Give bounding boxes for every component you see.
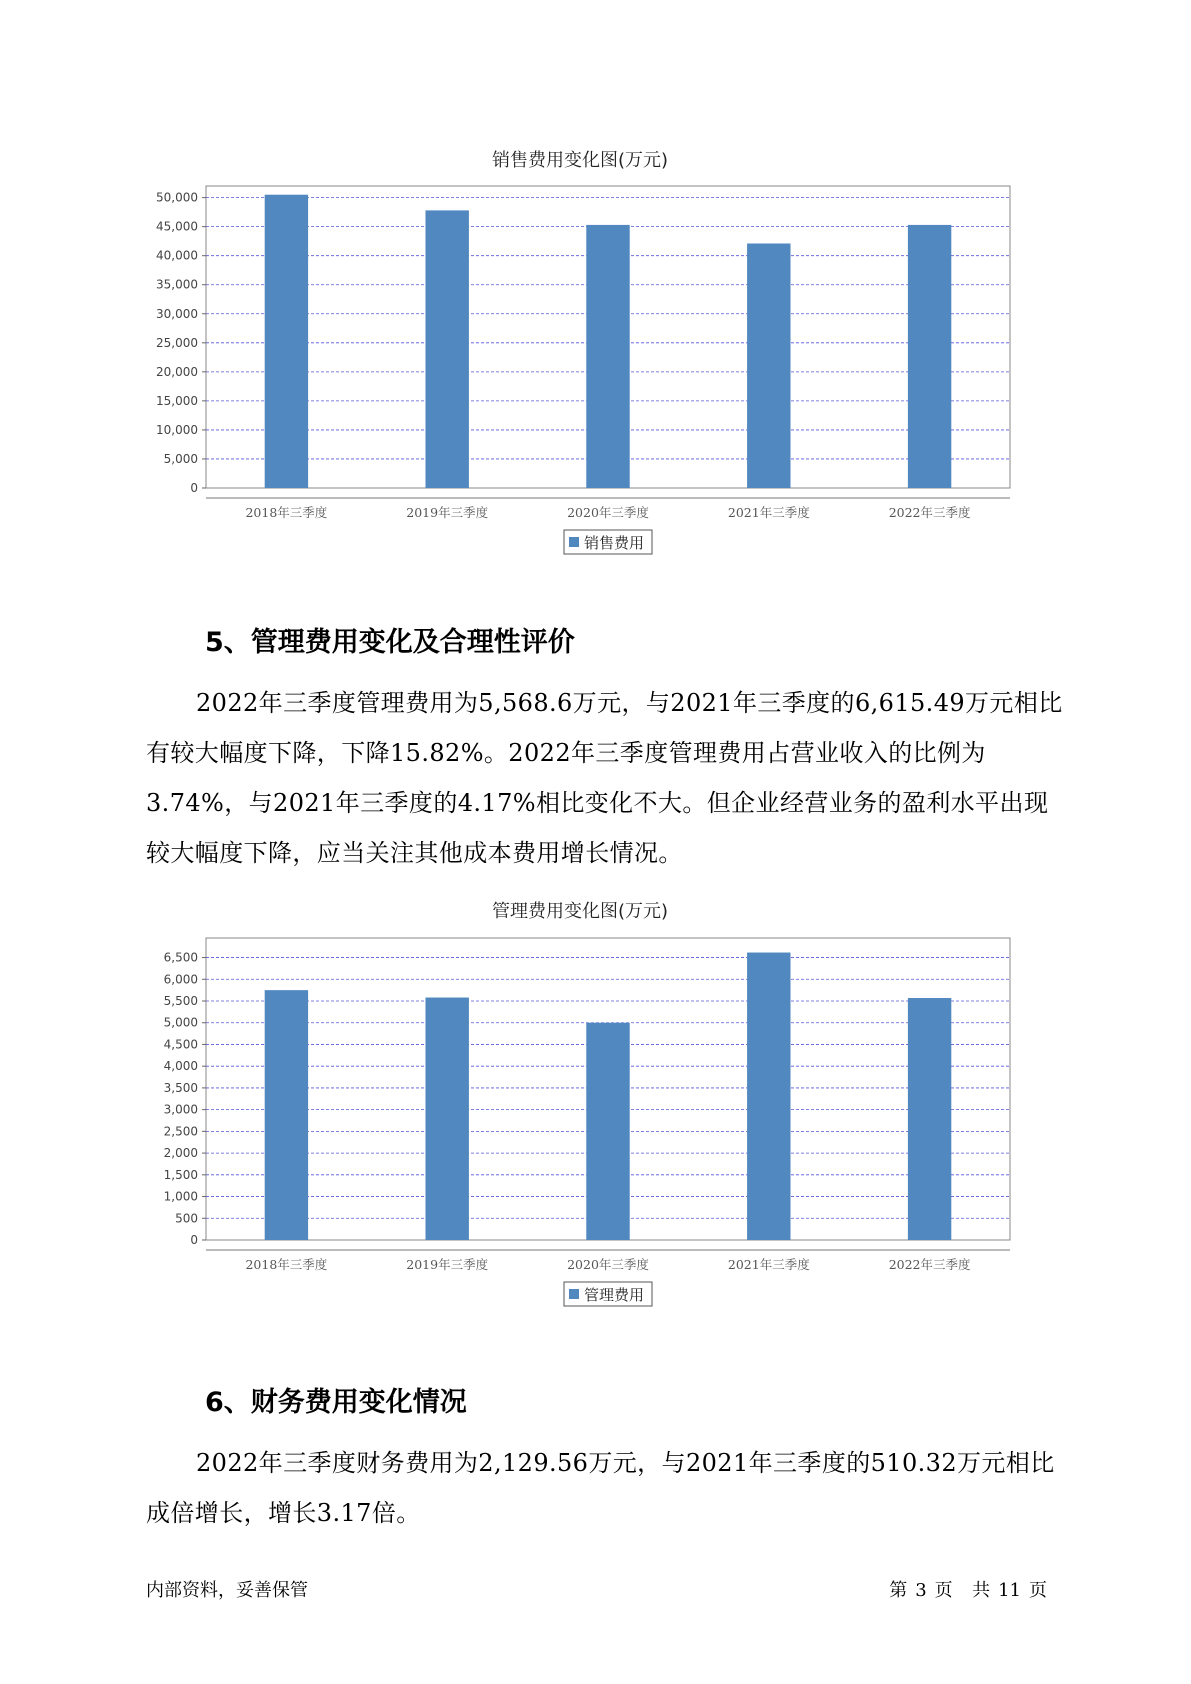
y-tick-label: 5,000 bbox=[163, 451, 198, 466]
y-tick-label: 1,000 bbox=[163, 1189, 198, 1204]
bar bbox=[908, 998, 951, 1240]
total-unit: 页 bbox=[1029, 1580, 1047, 1601]
y-tick-label: 4,500 bbox=[163, 1037, 198, 1052]
y-tick-label: 2,000 bbox=[163, 1146, 198, 1161]
total-prefix: 共 bbox=[972, 1580, 991, 1601]
y-tick-label: 35,000 bbox=[156, 277, 198, 292]
page-current: 3 bbox=[915, 1580, 927, 1601]
legend-label: 销售费用 bbox=[584, 534, 645, 552]
y-tick-label: 20,000 bbox=[156, 364, 198, 379]
y-tick-label: 2,500 bbox=[163, 1124, 198, 1139]
x-tick-label: 2018年三季度 bbox=[245, 505, 328, 520]
y-tick-label: 4,000 bbox=[163, 1059, 198, 1074]
y-tick-label: 3,500 bbox=[163, 1080, 198, 1095]
bar bbox=[747, 243, 790, 488]
section6-paragraph: 2022年三季度财务费用为2,129.56万元，与2021年三季度的510.32万元相比成倍增长，增长3.17倍。 bbox=[146, 1449, 1055, 1527]
legend-swatch bbox=[569, 1289, 579, 1299]
section5-heading: 5、管理费用变化及合理性评价 bbox=[205, 627, 575, 658]
footer-confidential-note: 内部资料，妥善保管 bbox=[146, 1580, 308, 1601]
bar bbox=[265, 195, 308, 488]
bar bbox=[425, 998, 468, 1240]
x-tick-label: 2022年三季度 bbox=[888, 505, 971, 520]
page-prefix: 第 bbox=[889, 1580, 908, 1601]
y-tick-label: 5,500 bbox=[163, 994, 198, 1009]
x-tick-label: 2021年三季度 bbox=[727, 1257, 810, 1272]
management-expense-chart bbox=[150, 930, 1020, 1310]
y-tick-label: 50,000 bbox=[156, 190, 198, 205]
section6-heading: 6、财务费用变化情况 bbox=[205, 1387, 467, 1418]
bar bbox=[265, 990, 308, 1240]
x-tick-label: 2019年三季度 bbox=[406, 1257, 489, 1272]
y-tick-label: 5,000 bbox=[163, 1015, 198, 1030]
y-tick-label: 1,500 bbox=[163, 1167, 198, 1182]
y-tick-label: 6,500 bbox=[163, 950, 198, 965]
y-tick-label: 40,000 bbox=[156, 248, 198, 263]
bar bbox=[425, 210, 468, 488]
bar bbox=[747, 953, 790, 1240]
y-tick-label: 25,000 bbox=[156, 335, 198, 350]
y-tick-label: 10,000 bbox=[156, 422, 198, 437]
chart-title-management: 管理费用变化图(万元) bbox=[491, 901, 669, 922]
y-tick-label: 15,000 bbox=[156, 393, 198, 408]
y-tick-label: 0 bbox=[190, 1233, 198, 1247]
bar bbox=[908, 225, 951, 488]
x-tick-label: 2022年三季度 bbox=[888, 1257, 971, 1272]
legend-label: 管理费用 bbox=[584, 1286, 645, 1304]
y-tick-label: 3,000 bbox=[163, 1102, 198, 1117]
page-total: 11 bbox=[998, 1580, 1021, 1601]
x-tick-label: 2021年三季度 bbox=[727, 505, 810, 520]
y-tick-label: 45,000 bbox=[156, 219, 198, 234]
y-tick-label: 0 bbox=[190, 481, 198, 495]
y-tick-label: 500 bbox=[175, 1211, 198, 1226]
x-tick-label: 2020年三季度 bbox=[567, 1257, 649, 1272]
footer-page-number bbox=[885, 1576, 1051, 1602]
x-tick-label: 2020年三季度 bbox=[567, 505, 649, 520]
y-tick-label: 6,000 bbox=[163, 972, 198, 987]
page-unit: 页 bbox=[934, 1580, 953, 1601]
legend-swatch bbox=[569, 537, 579, 547]
section5-paragraph: 2022年三季度管理费用为5,568.6万元，与2021年三季度的6,615.49万元相比有较大幅度下降，下降15.82%。2022年三季度管理费用占营业收入的比例为3.74%，与2021年三季度的4.17%相比变化不大。但企业经营业务的盈利水平出现较大幅度下降，应当关注其他成本费用增长情况。 bbox=[146, 689, 1063, 867]
bar bbox=[586, 1023, 629, 1240]
chart-title-sales: 销售费用变化图(万元) bbox=[491, 150, 669, 171]
x-tick-label: 2019年三季度 bbox=[406, 505, 489, 520]
sales-expense-chart bbox=[150, 178, 1020, 558]
y-tick-label: 30,000 bbox=[156, 306, 198, 321]
x-tick-label: 2018年三季度 bbox=[245, 1257, 328, 1272]
bar bbox=[586, 225, 629, 488]
